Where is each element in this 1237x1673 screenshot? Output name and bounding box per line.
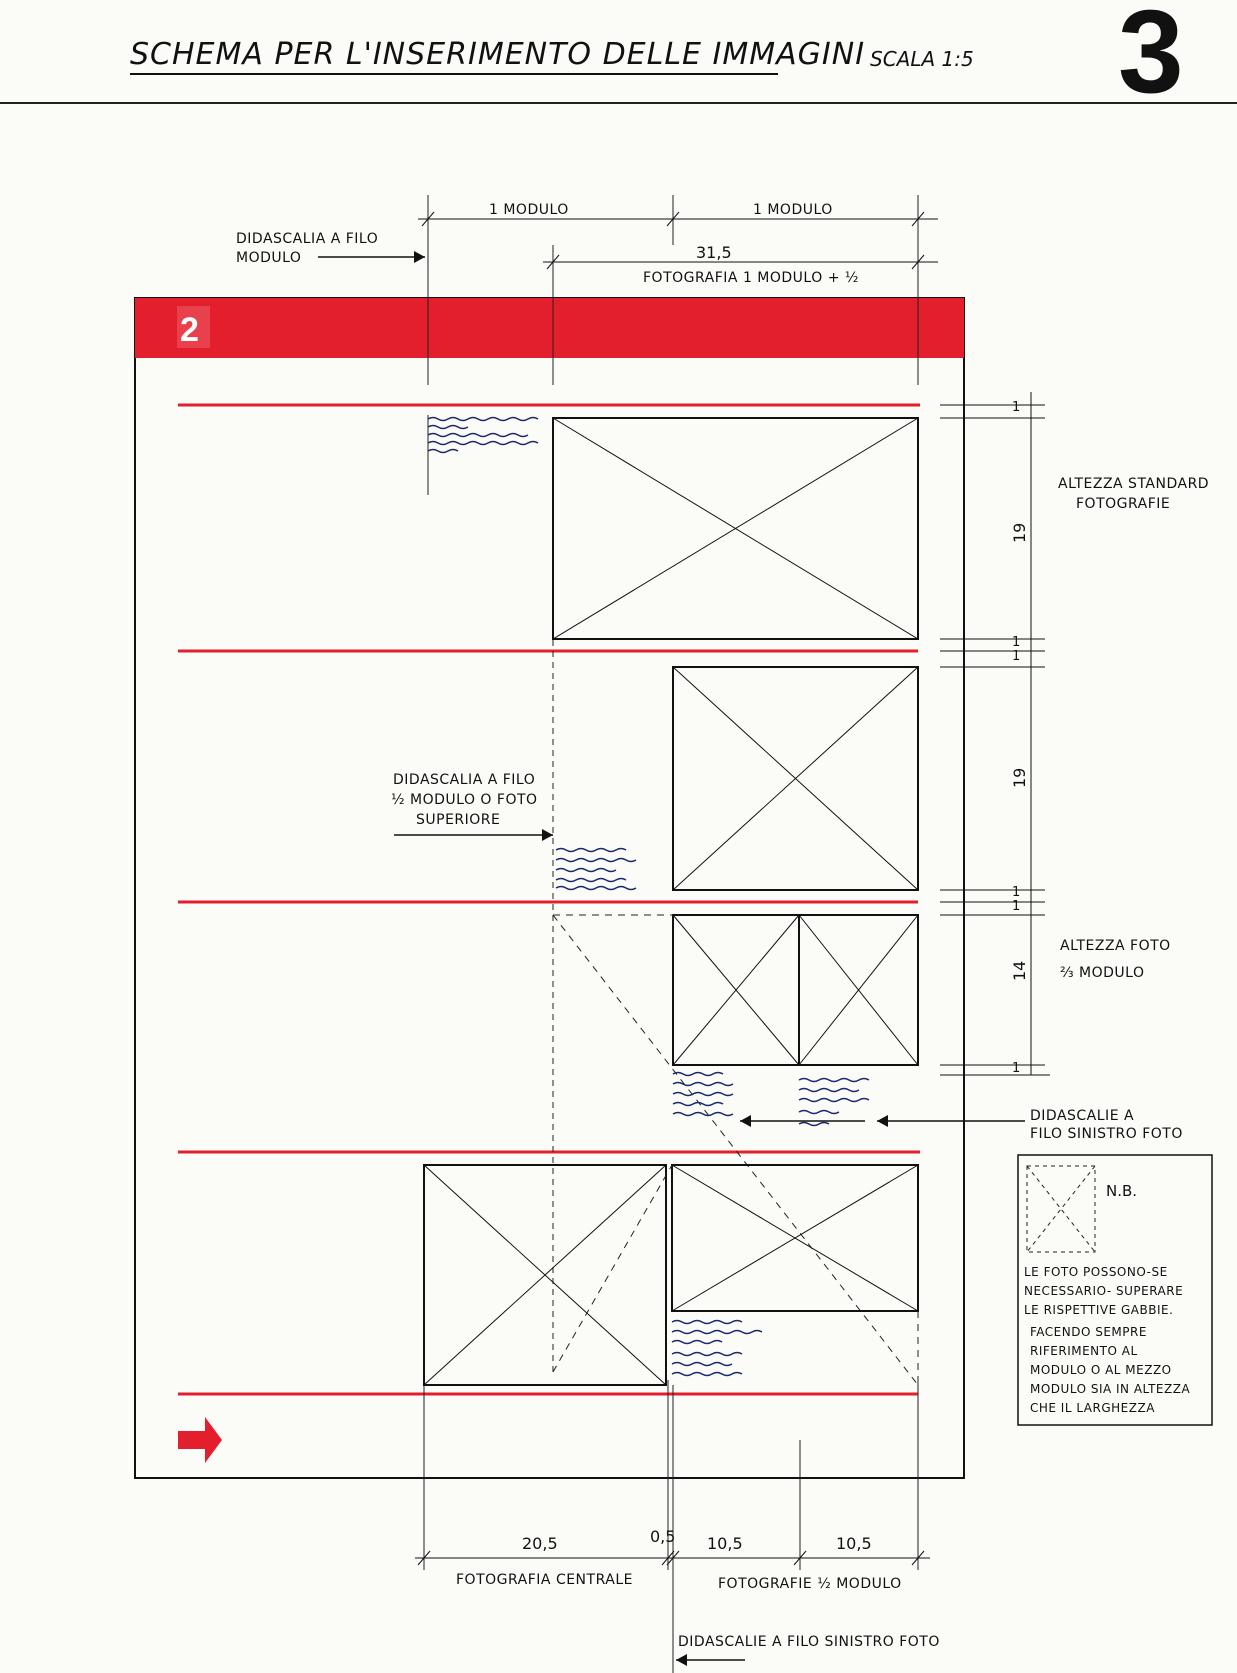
next-page-arrow-icon	[178, 1417, 222, 1463]
bottom-caption-arrow-icon	[676, 1654, 745, 1666]
photo-height-label-1: ALTEZZA FOTO	[1060, 938, 1171, 954]
module-guides	[424, 195, 918, 1673]
dim-h2: 19	[1010, 522, 1029, 543]
page-frame	[135, 298, 964, 1478]
scale-label: SCALA 1:5	[870, 47, 974, 71]
photo-width-label: FOTOGRAFIA 1 MODULO + ½	[643, 270, 859, 286]
std-height-label-1: ALTEZZA STANDARD	[1058, 476, 1210, 492]
photo-height-label-2: ⅔ MODULO	[1060, 965, 1145, 981]
std-height-label-2: FOTOGRAFIE	[1076, 496, 1171, 512]
note-line-4: FACENDO SEMPRE	[1030, 1325, 1147, 1339]
sheet-number: 3	[1118, 0, 1184, 118]
photo-placeholder-1	[553, 418, 918, 639]
caption-module-label-1: DIDASCALIA A FILO	[236, 231, 379, 247]
photo-placeholder-4-right	[672, 1165, 918, 1311]
module-top-left-label: 1 MODULO	[489, 202, 569, 218]
dim-h9: 1	[1012, 1061, 1021, 1076]
photo-placeholder-3a	[673, 915, 799, 1065]
caption-half-label-1: DIDASCALIA A FILO	[393, 772, 536, 788]
photo-placeholder-4-left	[424, 1165, 666, 1385]
dim-w4: 10,5	[836, 1534, 872, 1553]
dim-w3: 10,5	[707, 1534, 743, 1553]
note-line-8: CHE IL LARGHEZZA	[1030, 1401, 1155, 1415]
dim-h3: 1	[1012, 635, 1021, 650]
page-header-band	[135, 298, 964, 358]
module-top-right-label: 1 MODULO	[753, 202, 833, 218]
note-line-5: RIFERIMENTO AL	[1030, 1344, 1138, 1358]
dim-h5: 19	[1010, 767, 1029, 788]
right-dimension-chain	[940, 392, 1050, 1075]
dim-h4: 1	[1012, 649, 1021, 664]
captions-left-arrow-icon	[740, 1115, 1025, 1127]
bottom-caption-half: FOTOGRAFIE ½ MODULO	[718, 1576, 902, 1592]
note-line-7: MODULO SIA IN ALTEZZA	[1030, 1382, 1191, 1396]
top-dimension-lines	[418, 212, 938, 269]
caption-half-label-3: SUPERIORE	[416, 812, 501, 828]
caption-scribbles	[428, 418, 869, 1376]
photo-oversize-dashed	[553, 915, 918, 1385]
dim-h6: 1	[1012, 885, 1021, 900]
note-line-6: MODULO O AL MEZZO	[1030, 1363, 1172, 1377]
note-text	[1024, 1265, 1190, 1415]
photo-width-value: 31,5	[696, 243, 732, 262]
note-line-2: NECESSARIO- SUPERARE	[1024, 1284, 1184, 1298]
bottom-caption-center: FOTOGRAFIA CENTRALE	[456, 1572, 633, 1588]
captions-left-label-1: DIDASCALIE A	[1030, 1108, 1135, 1124]
caption-module-label-2: MODULO	[236, 250, 302, 266]
caption-half-label-2: ½ MODULO O FOTO	[391, 792, 538, 808]
dim-h1: 1	[1012, 400, 1021, 415]
photo-placeholder-2	[673, 667, 918, 890]
right-dimension-values	[1010, 400, 1029, 1076]
page-number: 2	[180, 311, 199, 349]
note-nb: N.B.	[1106, 1182, 1138, 1200]
caption-half-arrow-icon	[394, 829, 553, 841]
caption-module-arrow-icon	[318, 251, 425, 263]
dim-w2: 0,5	[650, 1527, 676, 1546]
photo-placeholder-3b	[799, 915, 918, 1065]
note-line-3: LE RISPETTIVE GABBIE.	[1024, 1303, 1174, 1317]
sheet-title: SCHEMA PER L'INSERIMENTO DELLE IMMAGINI	[130, 37, 866, 72]
captions-left-label-2: FILO SINISTRO FOTO	[1030, 1126, 1183, 1142]
dim-h8: 14	[1010, 960, 1029, 981]
dim-w1: 20,5	[522, 1534, 558, 1553]
note-line-1: LE FOTO POSSONO-SE	[1024, 1265, 1168, 1279]
note-diagram-icon	[1027, 1166, 1095, 1252]
dim-h7: 1	[1012, 899, 1021, 914]
bottom-caption-left: DIDASCALIE A FILO SINISTRO FOTO	[678, 1634, 940, 1650]
